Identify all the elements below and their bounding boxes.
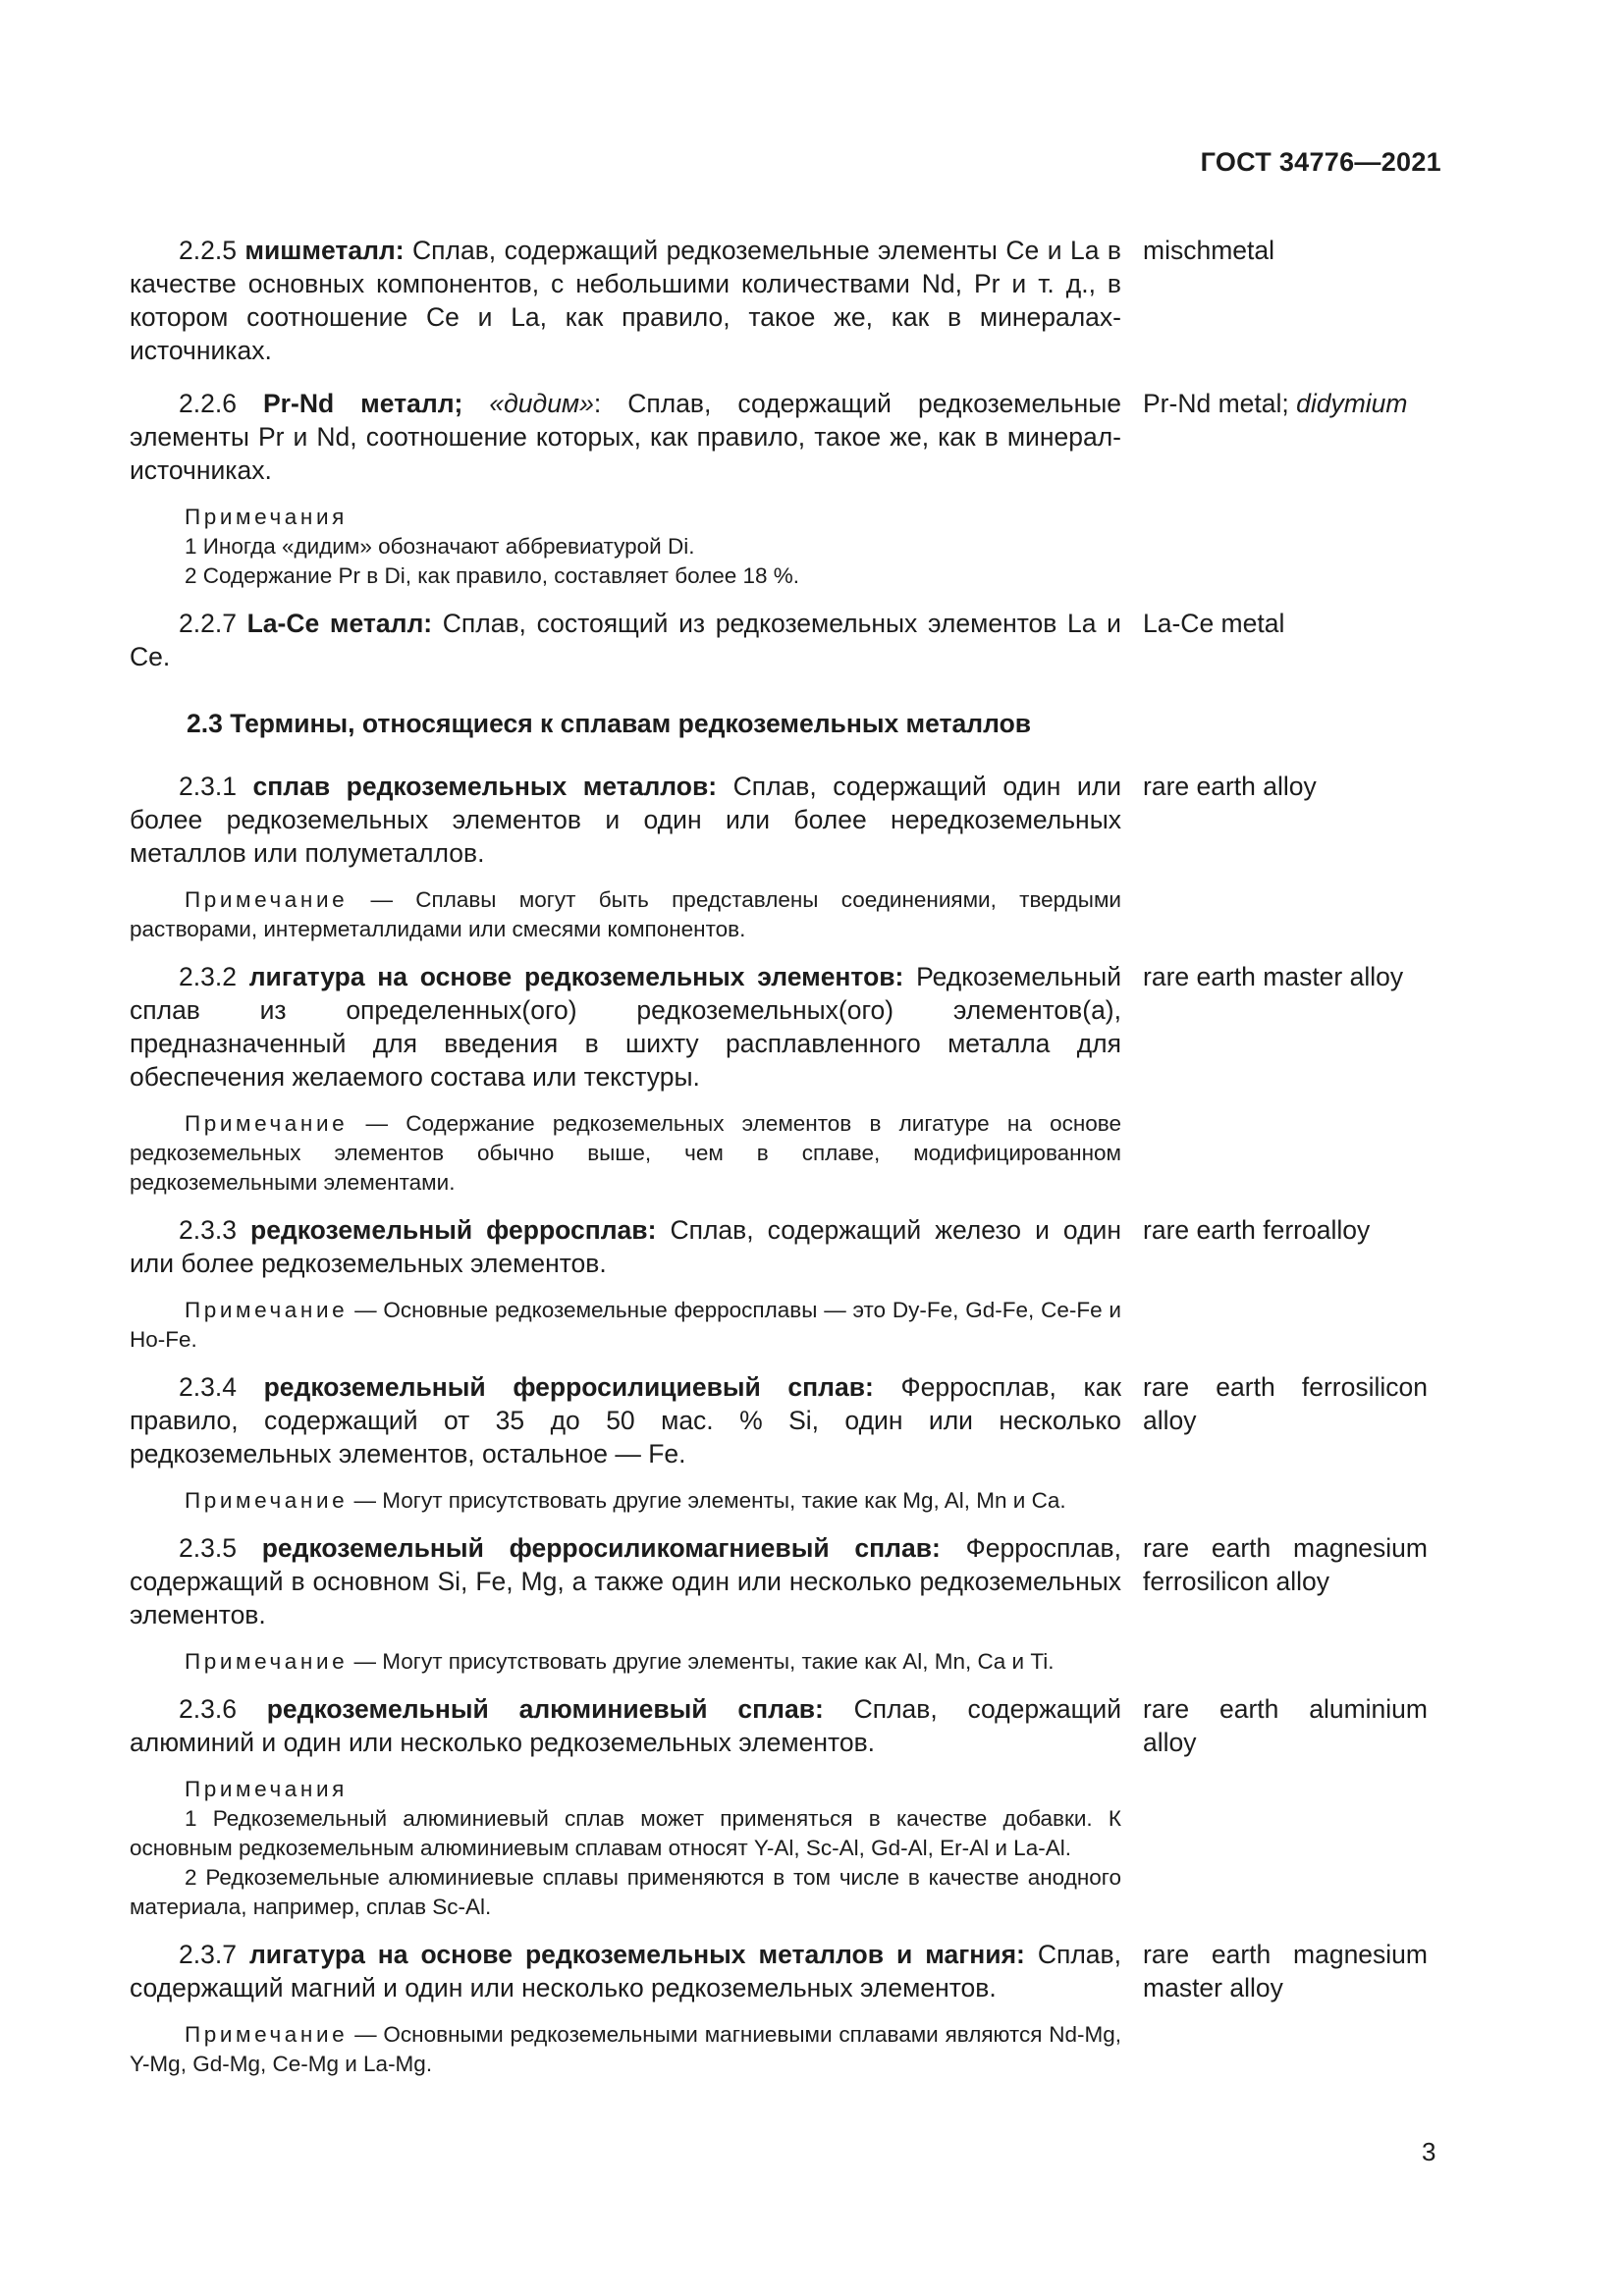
term-synonym: «дидим» (489, 389, 594, 418)
term-def-text: : Сплав, содержащий редкоземельные элементы Pr и Nd, соотношение которых, как правило, такое же, как в минерал-источниках. (130, 389, 1121, 485)
term-english: La-Ce metal (1143, 609, 1285, 638)
term-definition (130, 1370, 1121, 1470)
term-definition (130, 387, 1121, 487)
note-text: — Основными редкоземельными магниевыми сплавами являются Nd-Mg, Y-Mg, Gd-Mg, Ce-Mg и La-Mg. (130, 2022, 1121, 2076)
term-definition (130, 234, 1121, 367)
term-name: редкоземельный алюминиевый сплав: (266, 1694, 824, 1724)
term-number: 2.3.5 (179, 1533, 237, 1563)
note-text: — Могут присутствовать другие элементы, такие как Mg, Al, Mn и Ca. (348, 1488, 1066, 1513)
note-2-3-2 (130, 1109, 1121, 1198)
note-line: 1 Иногда «дидим» обозначают аббревиатурой Di. (185, 534, 695, 559)
term-english: rare earth ferroalloy (1143, 1215, 1371, 1245)
note-label: Примечание (185, 1488, 349, 1513)
term-number: 2.2.5 (179, 236, 237, 265)
term-entry-2-3-1 (130, 770, 1445, 870)
note-text: — Могут присутствовать другие элементы, такие как Al, Mn, Ca и Ti. (348, 1649, 1055, 1674)
term-entry-2-2-6 (130, 387, 1445, 487)
term-entry-2-3-4 (130, 1370, 1445, 1470)
term-english: rare earth aluminium alloy (1143, 1694, 1428, 1757)
page-content (130, 234, 1445, 2095)
term-entry-2-3-6 (130, 1692, 1445, 1759)
term-name: редкоземельный ферросиликомагниевый сплав: (261, 1533, 941, 1563)
term-def-text: Сплав, содержащий один или более редкоземельных элементов и один или более нередкоземельных металлов или полуметаллов. (130, 772, 1122, 868)
term-def-text: Редкоземельный сплав из определенных(ого) редкоземельных(ого) элементов(а), предназначенный для введения в шихту расплавленного металла для обеспечения желаемого состава или текстуры. (130, 962, 1121, 1092)
term-entry-2-3-2 (130, 960, 1445, 1094)
term-name: редкоземельный ферросилициевый сплав: (263, 1372, 874, 1402)
note-label: Примечание (185, 1111, 349, 1136)
term-def-text: Сплав, содержащий магний и один или несколько редкоземельных элементов. (130, 1940, 1121, 2002)
term-english (1143, 387, 1428, 487)
note-line: 1 Редкоземельный алюминиевый сплав может применяться в качестве добавки. К основным редкоземельным алюминиевым сплавам относят Y-Al, Sc-Al, Gd-Al, Er-Al и La-Al. (130, 1806, 1121, 1860)
term-number: 2.2.7 (179, 609, 237, 638)
term-definition (130, 960, 1121, 1094)
term-definition (130, 770, 1121, 870)
note-heading: Примечания (185, 505, 348, 529)
note-label: Примечание (185, 1298, 349, 1322)
note-line: 2 Редкоземельные алюминиевые сплавы применяются в том числе в качестве анодного материала, например, сплав Sc-Al. (130, 1865, 1121, 1919)
note-2-2-6 (130, 503, 1121, 591)
term-english-main: Pr-Nd metal; (1143, 389, 1289, 418)
note-2-3-7 (130, 2020, 1121, 2079)
note-label: Примечание (185, 2022, 349, 2047)
note-text: — Основные редкоземельные ферросплавы — это Dy-Fe, Gd-Fe, Ce-Fe и Ho-Fe. (130, 1298, 1121, 1352)
term-entry-2-3-5 (130, 1531, 1445, 1631)
term-number: 2.3.6 (179, 1694, 237, 1724)
page-number: 3 (1422, 2137, 1436, 2166)
term-definition (130, 1531, 1121, 1631)
note-label: Примечание (185, 887, 349, 912)
note-text: — Сплавы могут быть представлены соединениями, твердыми растворами, интерметаллидами или смесями компонентов. (130, 887, 1121, 941)
term-english: rare earth master alloy (1143, 962, 1404, 991)
term-definition (130, 1692, 1121, 1759)
term-name: La-Ce металл: (246, 609, 433, 638)
term-def-text: Сплав, состоящий из редкоземельных элементов La и Ce. (130, 609, 1121, 671)
term-def-text: Сплав, содержащий редкоземельные элементы Ce и La в качестве основных компонентов, с небольшими количествами Nd, Pr и т. д., в котором соотношение Ce и La, как правило, такое же, как в минералах-источниках. (130, 236, 1121, 365)
term-number: 2.3.7 (179, 1940, 237, 1969)
term-entry-2-3-3 (130, 1213, 1445, 1280)
term-def-text: Сплав, содержащий железо и один или более редкоземельных элементов. (130, 1215, 1121, 1278)
note-2-3-4 (130, 1486, 1121, 1516)
term-number: 2.2.6 (179, 389, 237, 418)
term-number: 2.3.2 (179, 962, 237, 991)
term-number: 2.3.4 (179, 1372, 237, 1402)
note-2-3-1 (130, 885, 1121, 944)
note-2-3-6 (130, 1775, 1121, 1922)
term-name: лигатура на основе редкоземельных элементов: (248, 962, 904, 991)
term-definition (130, 607, 1121, 673)
note-label: Примечание (185, 1649, 349, 1674)
term-english: rare earth magnesium ferrosilicon alloy (1143, 1533, 1428, 1596)
term-english: rare earth magnesium master alloy (1143, 1940, 1428, 2002)
note-line: 2 Содержание Pr в Di, как правило, составляет более 18 %. (185, 563, 800, 588)
document-id: ГОСТ 34776—2021 (1200, 147, 1441, 177)
term-entry-2-3-7 (130, 1938, 1445, 2004)
term-english: rare earth alloy (1143, 772, 1317, 801)
term-english-synonym: didymium (1296, 389, 1408, 418)
term-definition (130, 1213, 1121, 1280)
term-def-text: Ферросплав, содержащий в основном Si, Fe, Mg, а также один или несколько редкоземельных элементов. (130, 1533, 1121, 1629)
term-number: 2.3.3 (179, 1215, 237, 1245)
term-def-text: Сплав, содержащий алюминий и один или несколько редкоземельных элементов. (130, 1694, 1121, 1757)
term-english: rare earth ferrosilicon alloy (1143, 1372, 1428, 1435)
term-name: редкоземельный ферросплав: (250, 1215, 657, 1245)
term-name: мишметалл: (244, 236, 405, 265)
term-english: mischmetal (1143, 236, 1275, 265)
term-name: лигатура на основе редкоземельных металлов и магния: (248, 1940, 1025, 1969)
note-2-3-3 (130, 1296, 1121, 1355)
section-heading-2-3: 2.3 Термины, относящиеся к сплавам редкоземельных металлов (187, 709, 1032, 738)
term-def-text: Ферросплав, как правило, содержащий от 35 до 50 мас. % Si, один или несколько редкоземельных элементов, остальное — Fe. (130, 1372, 1121, 1468)
term-definition (130, 1938, 1121, 2004)
note-heading: Примечания (185, 1777, 348, 1801)
term-entry-2-2-7 (130, 607, 1445, 673)
term-name: сплав редкоземельных металлов: (252, 772, 718, 801)
term-number: 2.3.1 (179, 772, 237, 801)
term-entry-2-2-5 (130, 234, 1445, 367)
term-name: Pr-Nd металл; (263, 389, 463, 418)
note-text: — Содержание редкоземельных элементов в лигатуре на основе редкоземельных элементов обычно выше, чем в сплаве, модифицированном редкоземельными элементами. (130, 1111, 1121, 1195)
note-2-3-5 (130, 1647, 1121, 1677)
